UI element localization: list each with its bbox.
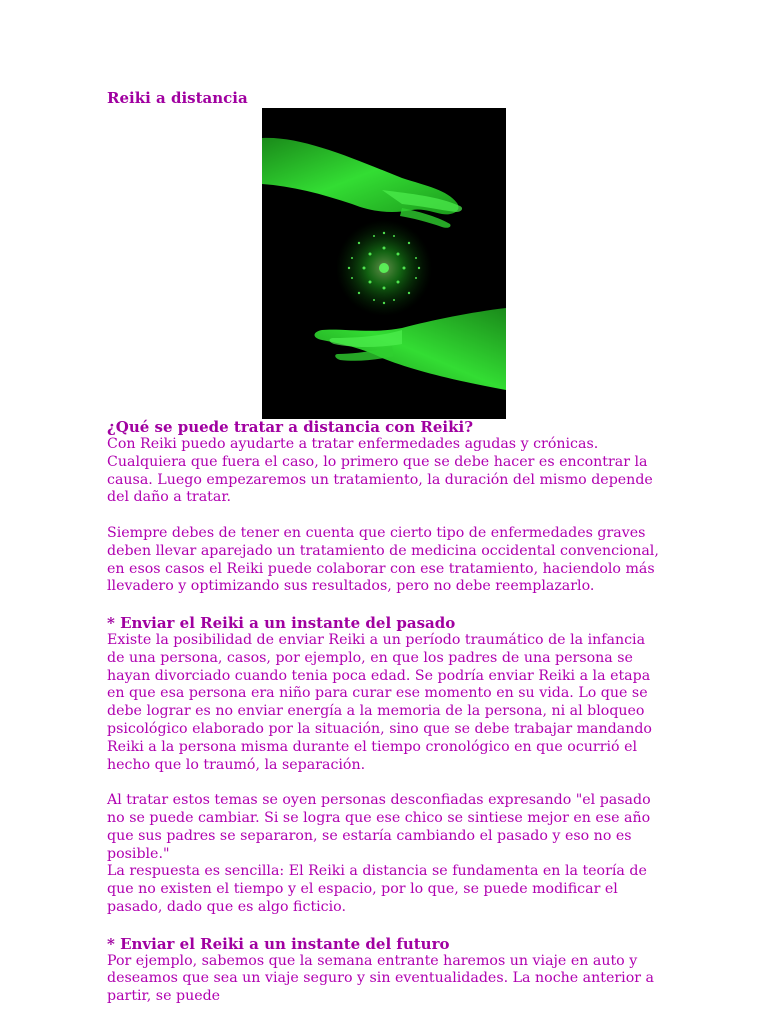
paragraph: Siempre debes de tener en cuenta que cierto tipo de enfermedades graves deben llevar aparejado un tratamiento de medicina occidental convencional, en esos casos el Reiki puede colaborar con ese tratamiento, haciendolo más llevadero y optimizando sus resultados, pero no debe reemplazarlo. bbox=[107, 524, 659, 595]
page-title: Reiki a distancia bbox=[107, 89, 248, 107]
article-body bbox=[107, 418, 667, 1006]
paragraph: Por ejemplo, sabemos que la semana entrante haremos un viaje en auto y deseamos que sea un viaje seguro y sin eventualidades. La noche anterior a partir, se puede bbox=[107, 952, 654, 1005]
section-heading-que-tratar: ¿Qué se puede tratar a distancia con Reiki? bbox=[107, 418, 474, 436]
healing-hands-green-image bbox=[262, 108, 506, 419]
section-heading-pasado: * Enviar el Reiki a un instante del pasado bbox=[107, 613, 456, 632]
paragraph: Al tratar estos temas se oyen personas desconfiadas expresando "el pasado no se puede cambiar. Si se logra que ese chico se sintiese mejor en ese año que sus padres se separaron, se estaría cambiando el pasado y eso no es posible." bbox=[107, 792, 651, 862]
paragraph: Existe la posibilidad de enviar Reiki a un período traumático de la infancia de una persona, casos, por ejemplo, en que los padres de una persona se hayan divorciado cuando tenia poca edad. Se podría enviar Reiki a la etapa en que esa persona era niño para curar ese momento en su vida. Lo que se debe lograr es no enviar energía a la memoria de la persona, ni al bloqueo psicológico elaborado por la situación, sino que se debe trabajar mandando Reiki a la persona misma durante el tiempo cronológico en que ocurrió el hecho que lo traumó, la separación. bbox=[107, 631, 652, 773]
paragraph: Con Reiki puedo ayudarte a tratar enfermedades agudas y crónicas. Cualquiera que fuera el caso, lo primero que se debe hacer es encontrar la causa. Luego empezaremos un tratamiento, la duración del mismo depende del daño a tratar. bbox=[107, 436, 653, 506]
reiki-hands-image bbox=[262, 108, 506, 419]
paragraph: La respuesta es sencilla: El Reiki a distancia se fundamenta en la teoría de que no existen el tiempo y el espacio, por lo que, se puede modificar el pasado, dado que es algo ficticio. bbox=[107, 863, 647, 915]
document-page bbox=[107, 88, 667, 1005]
section-heading-futuro: * Enviar el Reiki a un instante del futuro bbox=[107, 934, 450, 953]
